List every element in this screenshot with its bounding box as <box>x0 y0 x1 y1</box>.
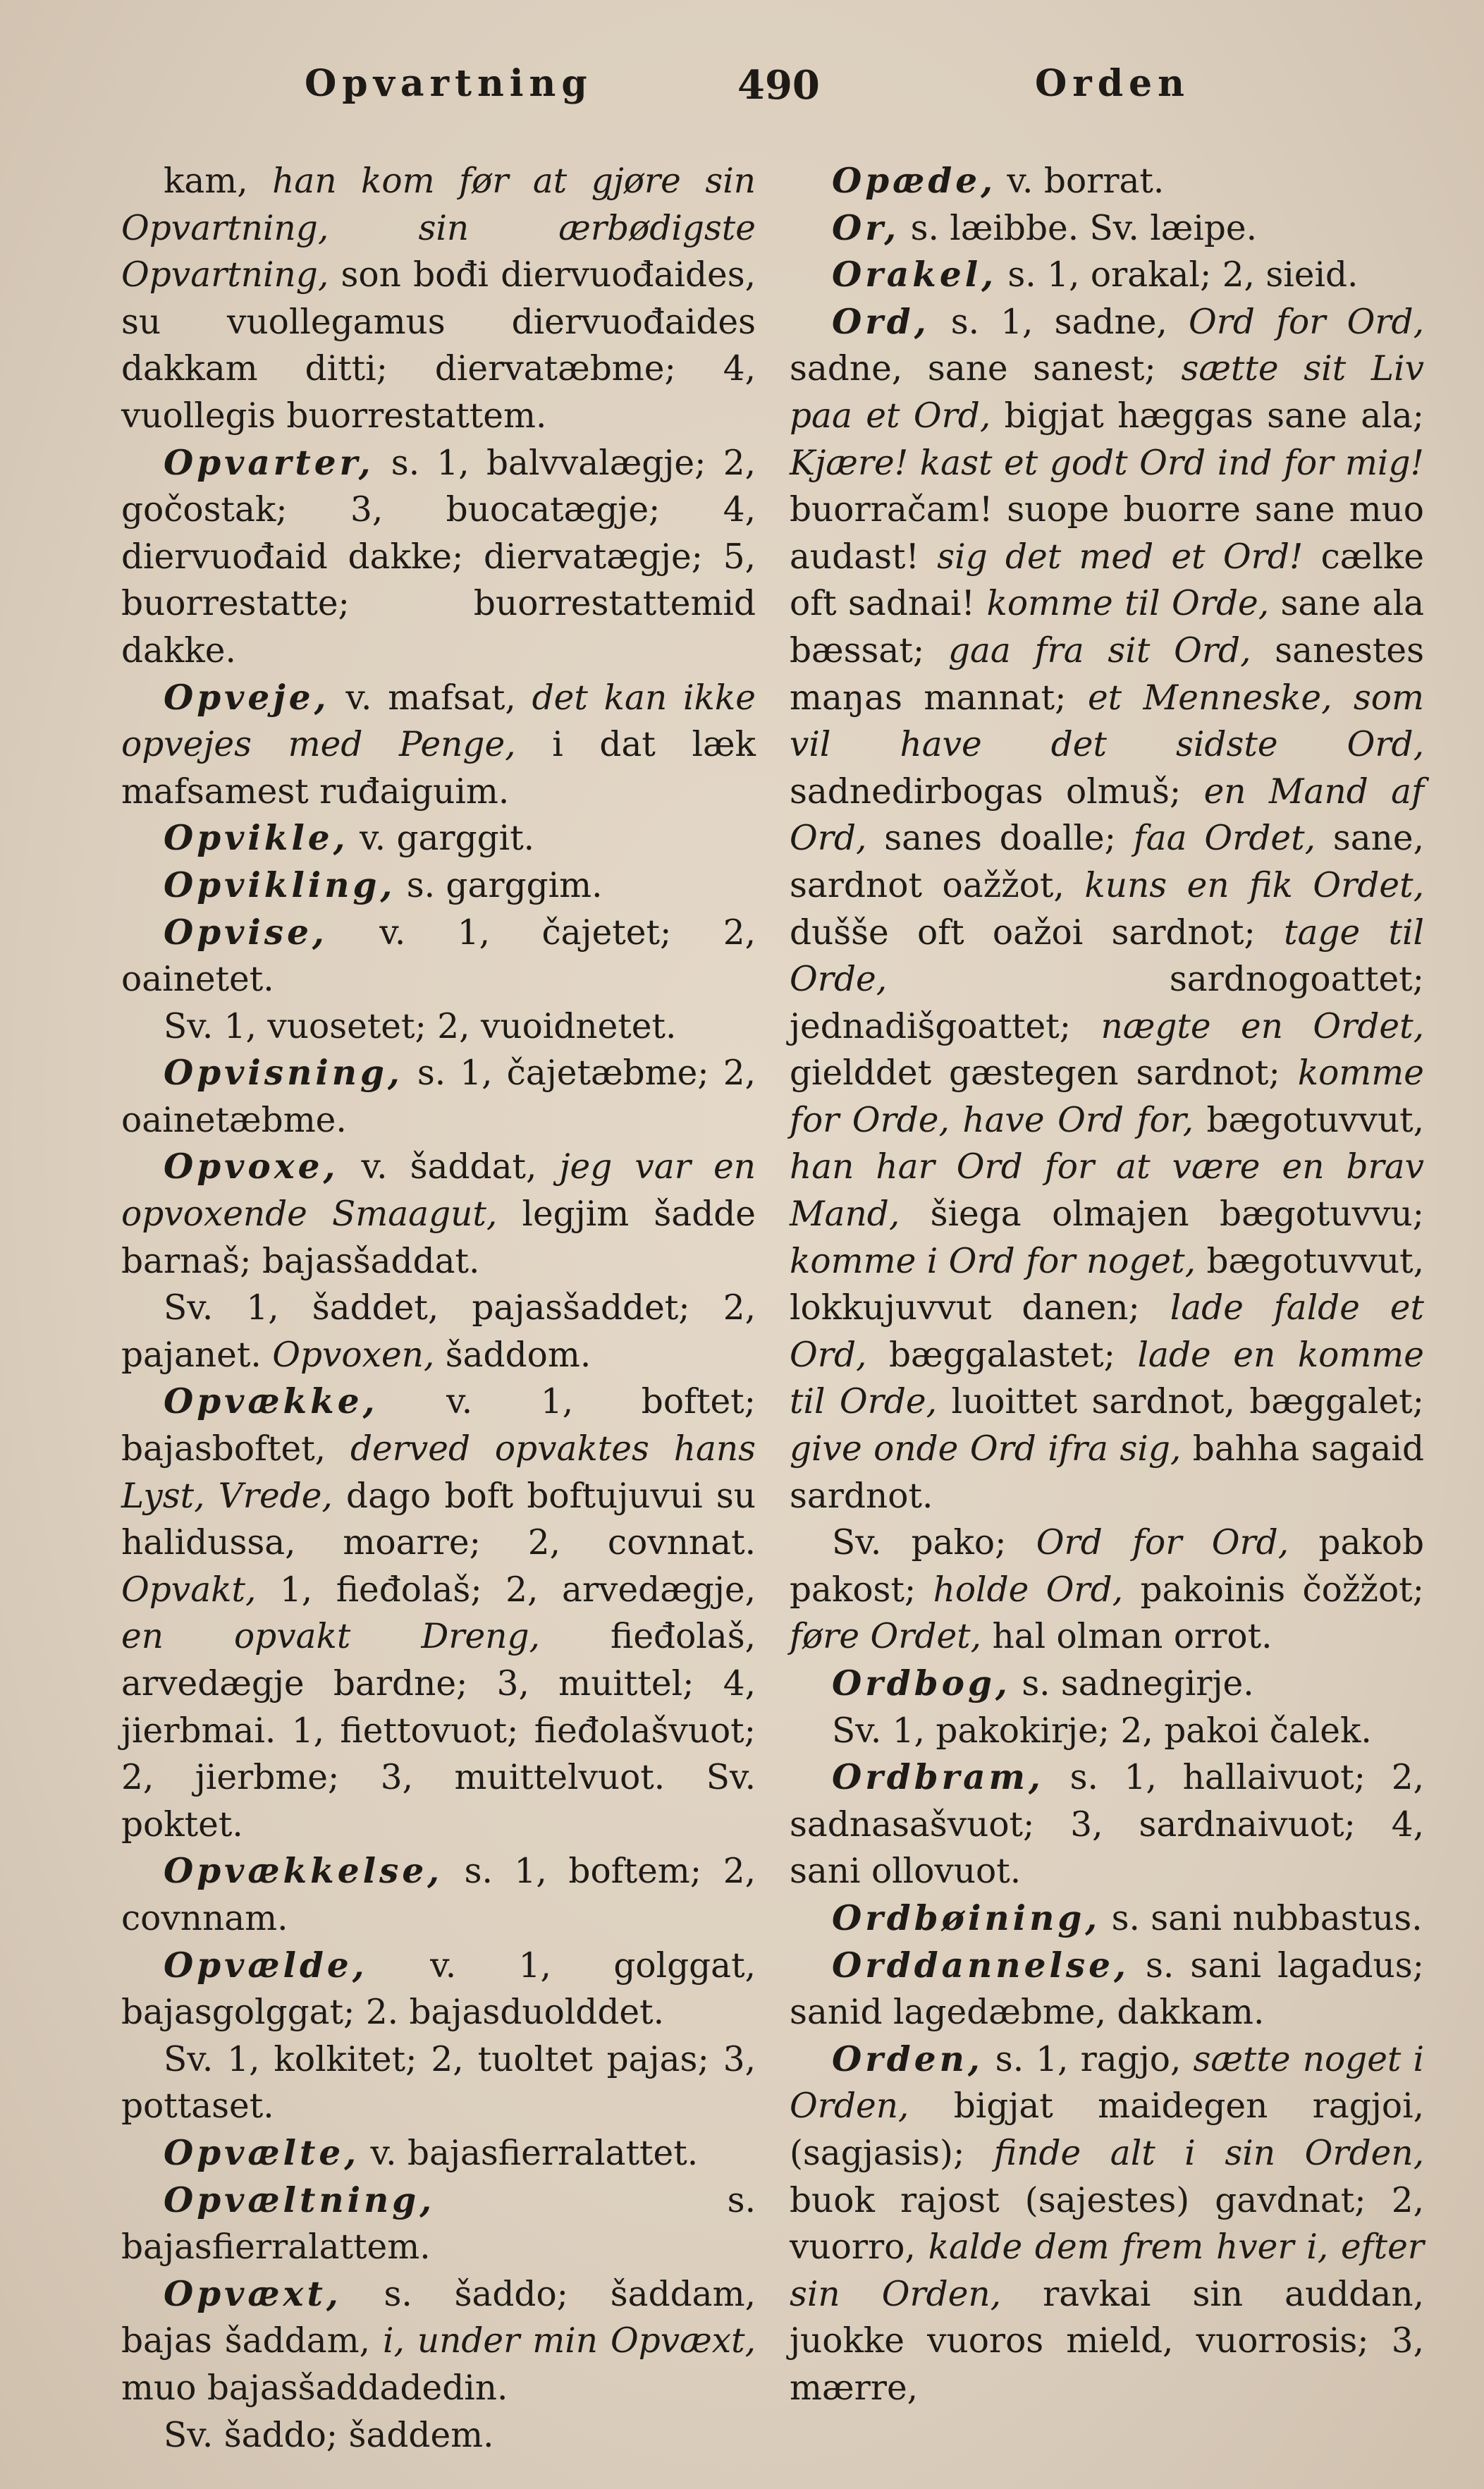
danish-example: han har Ord for at være en brav Mand, <box>790 1147 1424 1235</box>
dictionary-entry <box>121 862 756 910</box>
entry-text: sanes doalle; <box>866 819 1134 859</box>
entry-text: s. 1, hallaivuot; 2, sadnasašvuot; 3, sardnaivuot; 4, sani ollovuot. <box>790 1758 1424 1892</box>
swedish-variant <box>790 1519 1424 1661</box>
entry-text: hal olman orrot. <box>981 1617 1273 1657</box>
danish-example: lade falde et Ord, <box>790 1288 1424 1375</box>
entry-text: sadne, sane sanest; <box>790 349 1182 389</box>
entry-text: fieđolaš, arvedægje bardne; 3, muittel; 4, jierbmai. 1, fiettovuot; fieđolašvuot; 2, jierbme; 3, muittelvuot. Sv. poktet. <box>121 1617 756 1845</box>
entry-text: buok rajost (sajestes) gavdnat; 2, vuorro, <box>790 2180 1424 2268</box>
headword: Opvælde, <box>164 1945 368 1986</box>
swedish-text: Sv. 1, vuosetet; 2, vuoidnetet. <box>164 1006 677 1046</box>
entry-text: dušše oft oažoi sardnot; <box>790 912 1284 953</box>
dictionary-entry <box>790 2036 1424 2412</box>
danish-example: tage til Orde, <box>790 912 1424 1000</box>
headword: Opvoxe, <box>164 1146 339 1187</box>
entry-text: s. 1, čajetæbme; 2, oainetæbme. <box>121 1053 756 1140</box>
dictionary-entry <box>790 158 1424 205</box>
danish-example: gaa fra sit Ord, <box>948 630 1251 671</box>
dictionary-entry <box>121 910 756 1003</box>
danish-example: det kan ikke opvejes med Penge, <box>121 678 756 765</box>
headword: Opvæxt, <box>164 2273 342 2314</box>
entry-text: legjim šadde barnaš; bajasšaddat. <box>121 1194 756 1281</box>
swedish-variant <box>790 1708 1424 1755</box>
entry-text: 1, fieđolaš; 2, arvedægje, <box>256 1570 756 1610</box>
headword: Opvælte, <box>164 2132 360 2173</box>
entry-text: bæggalastet; <box>866 1335 1138 1375</box>
danish-example: et Menneske, som vil have det sidste Ord, <box>790 678 1424 765</box>
dictionary-entry <box>790 1754 1424 1895</box>
swedish-text: Sv. šaddo; šaddem. <box>164 2415 494 2455</box>
entry-text: sane, sardnot oažžot, <box>790 819 1424 905</box>
dictionary-entry <box>790 252 1424 299</box>
entry-text: sanestes maŋas mannat; <box>790 630 1424 718</box>
headword: Ordbøining, <box>832 1897 1101 1938</box>
entry-text: i dat læk mafsamest ruđaiguim. <box>121 725 756 812</box>
entry-text: s. 1, ragjo, <box>983 2039 1194 2079</box>
header-last-word: Orden <box>1035 62 1190 105</box>
entry-text: v. borrat. <box>996 161 1165 201</box>
entry-text: s. 1, orakal; 2, sieid. <box>997 255 1359 295</box>
dictionary-entry <box>121 1848 756 1942</box>
danish-example: lade en komme til Orde, <box>790 1335 1424 1422</box>
entry-text: ravkai sin auddan, juokke vuoros mield, vuorrosis; 3, mærre, <box>790 2274 1424 2408</box>
headword: Opvise, <box>164 912 328 953</box>
headword: Opveje, <box>164 677 330 718</box>
dictionary-entry <box>121 1050 756 1144</box>
danish-example: i, under min Opvæxt, <box>382 2321 756 2361</box>
entry-text: v. šaddat, <box>338 1147 560 1187</box>
entry-text: luoittet sardnot, bæggalet; <box>937 1382 1424 1422</box>
danish-example: Ord for Ord, <box>1188 302 1424 342</box>
headword: Opvækkelse, <box>164 1851 443 1892</box>
entry-text: s. sadnegirje. <box>1010 1664 1254 1704</box>
right-column <box>790 158 1424 2412</box>
danish-example: faa Ordet, <box>1133 819 1316 859</box>
entry-text: s. læibbe. Sv. læipe. <box>900 208 1258 248</box>
dictionary-entry <box>121 2177 756 2271</box>
entry-text: bahha sagaid sardnot. <box>790 1429 1424 1516</box>
headword: Orden, <box>832 2038 983 2079</box>
danish-example: finde alt i sin Orden, <box>993 2133 1424 2173</box>
danish-example: jeg var en opvoxende Smaagut, <box>121 1147 756 1235</box>
entry-text: sadnedirbogas olmuš; <box>790 771 1204 812</box>
danish-example: nægte en Ordet, <box>1100 1006 1425 1046</box>
danish-example: sætte noget i Orden, <box>790 2039 1424 2127</box>
dictionary-entry <box>121 158 756 440</box>
headword: Opvisning, <box>164 1053 403 1094</box>
danish-example: sig det med et Ord! <box>937 537 1304 577</box>
header-first-word: Opvartning <box>305 62 593 105</box>
entry-text: pakoinis čožžot; <box>1123 1570 1424 1610</box>
danish-example: komme i Ord for noget, <box>790 1241 1196 1281</box>
headword: Opvække, <box>164 1381 379 1422</box>
entry-text: bægotuvvut, lokkujuvvut danen; <box>790 1241 1424 1328</box>
entry-text: v. mafsat, <box>329 678 532 718</box>
dictionary-entry <box>790 1895 1424 1943</box>
running-head <box>0 62 1484 140</box>
headword: Opæde, <box>832 161 996 201</box>
dictionary-entry <box>121 2271 756 2412</box>
headword: Opvarter, <box>164 442 374 483</box>
headword: Opvæltning, <box>164 2179 436 2220</box>
headword: Ordbram, <box>832 1757 1044 1798</box>
entry-text: šaddom. <box>434 1335 591 1375</box>
dictionary-entry <box>121 815 756 862</box>
danish-example: Opvoxen, <box>272 1335 435 1375</box>
entry-text: s. šaddo; šaddam, bajas šaddam, <box>121 2274 756 2361</box>
entry-text: v. 1, boftet; bajasboftet, <box>121 1382 756 1469</box>
swedish-variant <box>121 1285 756 1378</box>
left-column <box>121 158 756 2459</box>
danish-example: holde Ord, <box>933 1570 1124 1610</box>
entry-text: son bođi diervuođaides, su vuollegamus diervuođaides dakkam ditti; diervatæbme; 4, vuollegis buorrestattem. <box>121 255 756 436</box>
danish-example: kuns en fik Ordet, <box>1084 865 1424 905</box>
entry-text: s. garggim. <box>395 865 603 905</box>
headword: Opvikle, <box>164 818 349 859</box>
entry-text: s. 1, sadne, <box>929 302 1189 342</box>
swedish-variant <box>121 2036 756 2130</box>
dictionary-entry <box>790 1943 1424 2036</box>
dictionary-entry <box>121 1943 756 2036</box>
danish-example: han kom før at gjøre sin Opvartning, sin ærbødigste Opvartning, <box>121 161 756 295</box>
page-number: 490 <box>737 62 820 109</box>
swedish-text: Sv. 1, pakokirje; 2, pakoi čalek. <box>832 1711 1372 1751</box>
danish-example: Ord for Ord, <box>1036 1523 1289 1563</box>
entry-text: s. 1, boftem; 2, covnnam. <box>121 1852 756 1938</box>
headword: Opvikling, <box>164 864 396 905</box>
headword: Ord, <box>832 301 930 342</box>
dictionary-entry <box>121 1144 756 1285</box>
dictionary-entry <box>790 299 1424 1519</box>
entry-text: v. bajasfierralattet. <box>360 2133 699 2173</box>
danish-example: en Mand af Ord, <box>790 771 1424 859</box>
dictionary-entry <box>121 675 756 816</box>
danish-example: føre Ordet, <box>790 1617 982 1657</box>
headword: Ordbog, <box>832 1663 1011 1704</box>
entry-text: gielddet gæstegen sardnot; <box>790 1053 1298 1094</box>
entry-text: s. sani nubbastus. <box>1100 1898 1423 1938</box>
danish-example: Opvakt, <box>121 1570 257 1610</box>
entry-text: sane ala bæssat; <box>790 584 1424 671</box>
swedish-text: Sv. 1, kolkitet; 2, tuoltet pajas; 3, pottaset. <box>121 2039 756 2127</box>
entry-text: s. bajasfierralattem. <box>121 2180 756 2268</box>
entry-text: buorračam! suope buorre sane muo audast! <box>790 490 1424 577</box>
entry-text: bigjat maidegen ragjoi, (sagjasis); <box>790 2086 1424 2173</box>
entry-text: v. 1, golggat, bajasgolggat; 2. bajasduolddet. <box>121 1945 756 2033</box>
entry-text: šiega olmajen bægotuvvu; <box>900 1194 1424 1235</box>
headword: Orddannelse, <box>832 1945 1129 1986</box>
swedish-text: Sv. 1, šaddet, pajasšaddet; 2, pajanet. <box>121 1288 756 1375</box>
entry-text: cælke oft sadnai! <box>790 537 1424 624</box>
entry-text: sardnogoattet; jednadišgoattet; <box>790 960 1424 1046</box>
dictionary-entry <box>121 2130 756 2177</box>
danish-example: derved opvaktes hans Lyst, Vrede, <box>121 1429 756 1516</box>
danish-example: komme for Orde, have Ord for, <box>790 1053 1424 1140</box>
danish-example: Kjære! kast et godt Ord ind for mig! <box>790 443 1424 483</box>
swedish-variant <box>121 2412 756 2459</box>
entry-text: s. sani lagadus; sanid lagedæbme, dakkam. <box>790 1945 1424 2033</box>
entry-text: v. 1, čajetet; 2, oainetet. <box>121 912 756 1000</box>
entry-text: s. 1, balvvalægje; 2, gočostak; 3, buocatægje; 4, diervuođaid dakke; diervatægje; 5, buorrestatte; buorrestattemid dakke. <box>121 443 756 671</box>
dictionary-entry <box>790 1661 1424 1708</box>
swedish-text: Sv. pako; <box>832 1523 1036 1563</box>
danish-example: kalde dem frem hver i, efter sin Orden, <box>790 2227 1424 2314</box>
dictionary-entry <box>121 440 756 675</box>
entry-text: kam, <box>164 161 273 201</box>
danish-example: en opvakt Dreng, <box>121 1617 540 1657</box>
swedish-variant <box>121 1003 756 1051</box>
headword: Orakel, <box>832 255 997 295</box>
entry-text: dago boft boftujuvui su halidussa, moarre; 2, covnnat. <box>121 1476 756 1563</box>
entry-text: bigjat hæggas sane ala; <box>991 396 1424 436</box>
entry-text: pakob pakost; <box>790 1523 1425 1610</box>
headword: Or, <box>832 207 900 248</box>
danish-example: give onde Ord ifra sig, <box>790 1429 1182 1469</box>
entry-text: v. garggit. <box>348 819 535 859</box>
entry-text: bægotuvvut, <box>1193 1100 1424 1140</box>
danish-example: sætte sit Liv paa et Ord, <box>790 349 1424 436</box>
entry-text: muo bajasšaddadedin. <box>121 2368 508 2408</box>
dictionary-entry <box>790 205 1424 252</box>
danish-example: komme til Orde, <box>986 584 1270 624</box>
dictionary-entry <box>121 1378 756 1848</box>
